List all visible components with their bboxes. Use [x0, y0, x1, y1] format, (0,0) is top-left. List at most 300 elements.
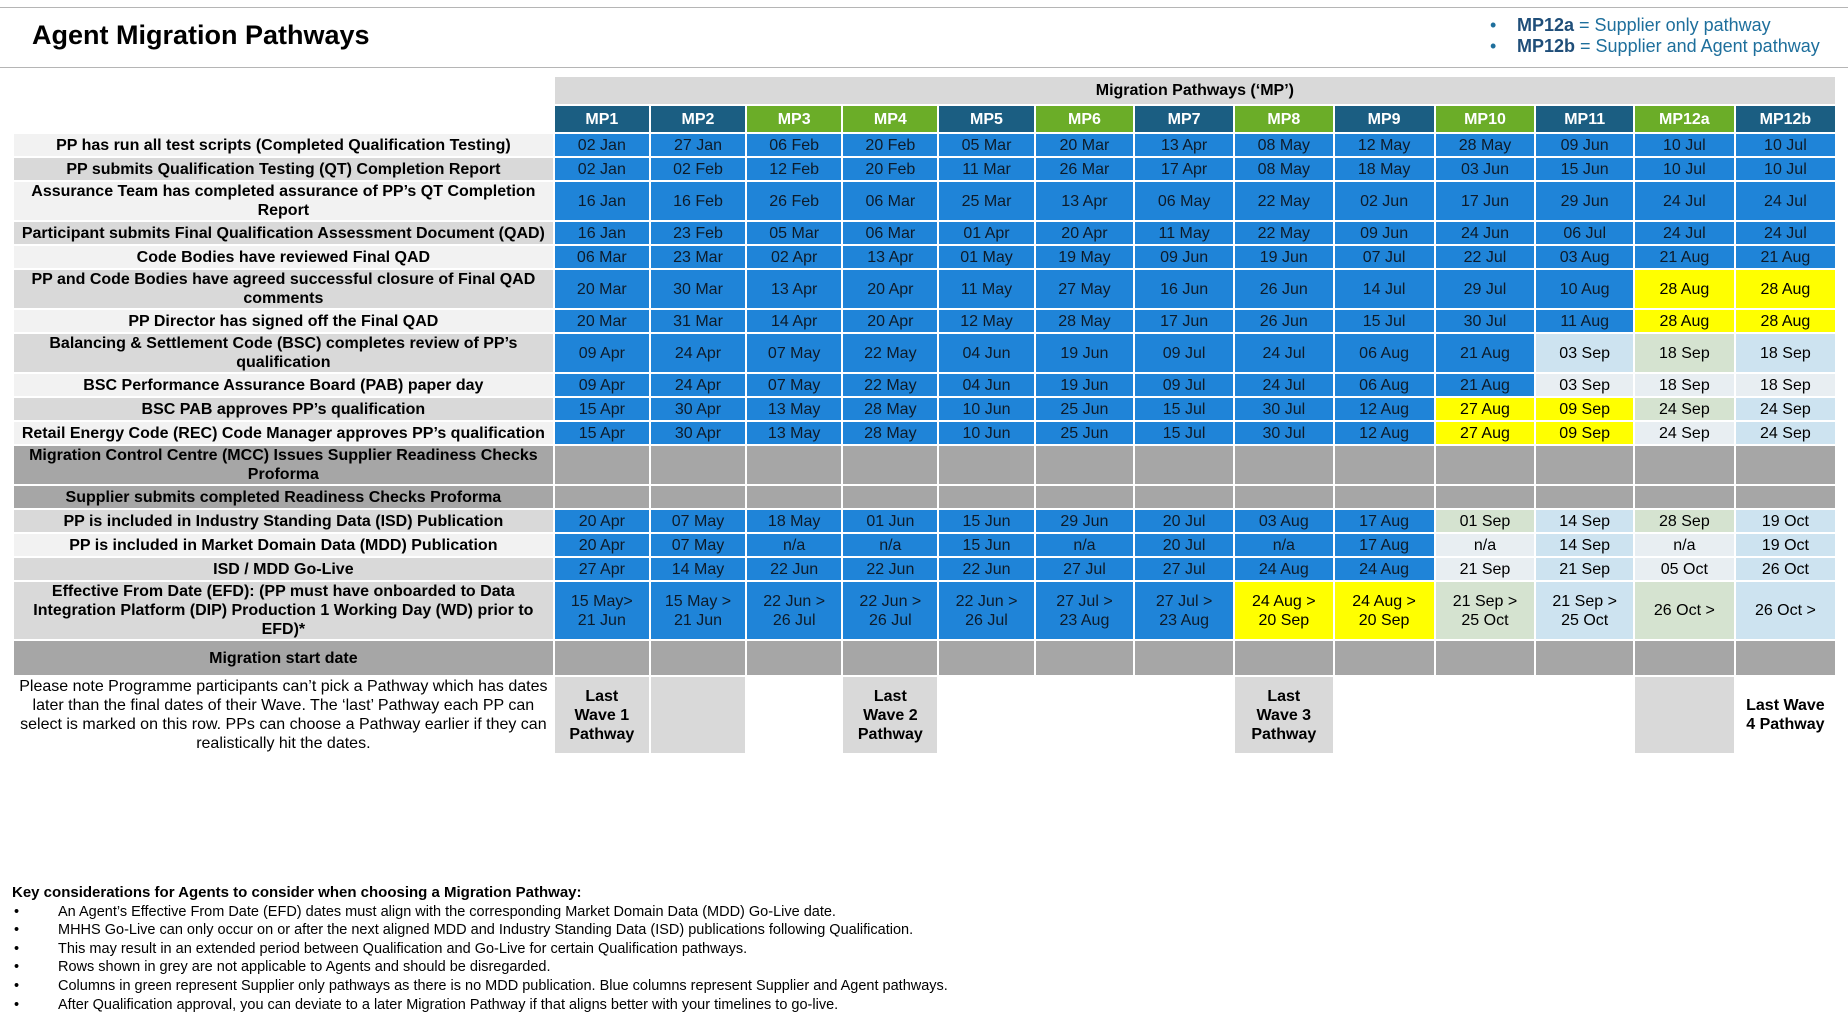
table-cell: 17 Aug	[1334, 533, 1435, 557]
row-label: Migration start date	[13, 640, 554, 676]
table-cell: 19 Jun	[1035, 333, 1135, 373]
row-label: PP is included in Industry Standing Data (ISD) Publication	[13, 509, 554, 533]
cell-line: 26 Oct >	[1653, 602, 1715, 619]
column-header-row	[13, 105, 1836, 133]
table-cell: 20 Mar	[554, 269, 650, 309]
consideration-item	[12, 977, 948, 996]
table-cell	[1134, 445, 1234, 485]
table-cell	[1234, 640, 1334, 676]
row-label: BSC PAB approves PP’s qualification	[13, 397, 554, 421]
table-cell	[1634, 485, 1735, 509]
table-cell: 28 May	[842, 397, 938, 421]
migration-pathways-header: Migration Pathways (‘MP’)	[554, 76, 1836, 105]
table-cell: 09 Jun	[1535, 133, 1634, 157]
table-cell: 11 Aug	[1535, 309, 1634, 333]
column-header-mp4: MP4	[842, 105, 938, 133]
table-row	[13, 309, 1836, 333]
table-cell: 10 Jul	[1735, 157, 1836, 181]
empty-cell	[938, 676, 1234, 754]
table-cell: 01 May	[938, 245, 1034, 269]
table-cell: 13 Apr	[746, 269, 842, 309]
table-cell: 02 Feb	[650, 157, 746, 181]
table-cell: 21 Aug	[1634, 245, 1735, 269]
table-cell: 23 Mar	[650, 245, 746, 269]
table-cell: 15 Jul	[1134, 397, 1234, 421]
table-cell: 05 Mar	[938, 133, 1034, 157]
consideration-item	[12, 996, 948, 1015]
empty-cell	[746, 676, 842, 754]
table-cell	[1634, 581, 1735, 640]
bullet-icon: •	[1490, 15, 1497, 35]
table-cell	[1535, 485, 1634, 509]
table-cell: 24 Jun	[1435, 221, 1536, 245]
table-cell: 11 Mar	[938, 157, 1034, 181]
page-title: Agent Migration Pathways	[32, 20, 370, 50]
cell-line: 21 Jun	[673, 611, 723, 629]
table-cell: 07 May	[650, 509, 746, 533]
column-header-mp10: MP10	[1435, 105, 1536, 133]
table-row	[13, 133, 1836, 157]
table-row	[13, 509, 1836, 533]
table-cell	[554, 445, 650, 485]
table-cell: 24 Sep	[1735, 397, 1836, 421]
cell-line: 15 May>	[570, 592, 633, 610]
table-cell: 26 Feb	[746, 181, 842, 221]
cell-line: 4 Pathway	[1746, 716, 1825, 733]
table-cell	[1535, 581, 1634, 640]
cell-line: Pathway	[569, 725, 635, 743]
migration-pathways-table	[12, 75, 1837, 755]
cell-line: 23 Aug	[1059, 611, 1110, 629]
table-cell: 20 Mar	[554, 309, 650, 333]
table-cell: 09 Apr	[554, 333, 650, 373]
table-row	[13, 181, 1836, 221]
table-cell: 18 Sep	[1634, 333, 1735, 373]
cell-line: 22 Jun >	[955, 592, 1018, 610]
last-pathway-note: Please note Programme participants can’t pick a Pathway which has dates later than the final dates of their Wave. The ‘last’ Pathway each PP can select is marked on this row. PPs can choose a Pathway earlier if they can realistically hit the dates.	[13, 676, 554, 754]
table-row	[13, 421, 1836, 445]
legend-key: MP12b	[1517, 36, 1576, 56]
row-label: PP submits Qualification Testing (QT) Completion Report	[13, 157, 554, 181]
cell-line: 22 Jun >	[763, 592, 826, 610]
table-cell: 05 Mar	[746, 221, 842, 245]
table-cell: 30 Apr	[650, 421, 746, 445]
row-label: Participant submits Final Qualification Assessment Document (QAD)	[13, 221, 554, 245]
table-cell: 27 Jul	[1134, 557, 1234, 581]
cell-line: 25 Oct	[1461, 611, 1509, 629]
table-cell: 24 Sep	[1634, 421, 1735, 445]
table-row	[13, 557, 1836, 581]
table-cell	[842, 581, 938, 640]
table-cell	[1634, 640, 1735, 676]
table-cell	[842, 640, 938, 676]
row-label: Migration Control Centre (MCC) Issues Supplier Readiness Checks Proforma	[13, 445, 554, 485]
table-row	[13, 373, 1836, 397]
table-cell: 14 Jul	[1334, 269, 1435, 309]
table-cell: n/a	[1435, 533, 1536, 557]
table-cell: 09 Jun	[1334, 221, 1435, 245]
table-cell: 12 Aug	[1334, 397, 1435, 421]
consideration-item	[12, 903, 948, 922]
table-cell: n/a	[746, 533, 842, 557]
table-cell	[650, 485, 746, 509]
consideration-item	[12, 940, 948, 959]
table-cell: 28 Sep	[1634, 509, 1735, 533]
consideration-text: MHHS Go-Live can only occur on or after the next aligned MDD and Industry Standing Data (ISD) publications following Qualification.	[58, 922, 914, 939]
legend-item-mp12a	[1487, 15, 1820, 36]
table-cell: 03 Aug	[1234, 509, 1334, 533]
table-cell	[1735, 485, 1836, 509]
table-cell: 14 May	[650, 557, 746, 581]
row-label: PP is included in Market Domain Data (MDD) Publication	[13, 533, 554, 557]
table-cell: 15 Jul	[1334, 309, 1435, 333]
table-cell: 17 Apr	[1134, 157, 1234, 181]
table-cell: 21 Sep	[1435, 557, 1536, 581]
table-cell	[1035, 445, 1135, 485]
table-cell: 26 Mar	[1035, 157, 1135, 181]
table-row	[13, 157, 1836, 181]
table-cell	[650, 640, 746, 676]
table-row	[13, 397, 1836, 421]
table-cell: 03 Jun	[1435, 157, 1536, 181]
table-cell: 06 Aug	[1334, 373, 1435, 397]
table-cell: 29 Jul	[1435, 269, 1536, 309]
table-row	[13, 533, 1836, 557]
cell-line: 15 May >	[664, 592, 732, 610]
column-header-mp5: MP5	[938, 105, 1034, 133]
table-cell: 06 May	[1134, 181, 1234, 221]
table-cell: 22 May	[1234, 181, 1334, 221]
table-cell: 19 Jun	[1035, 373, 1135, 397]
table-cell: 16 Feb	[650, 181, 746, 221]
consideration-text: This may result in an extended period between Qualification and Go-Live for certain Qualification pathways.	[58, 940, 748, 957]
table-cell: 22 Jun	[746, 557, 842, 581]
table-cell: 06 Jul	[1535, 221, 1634, 245]
table-cell: 13 May	[746, 421, 842, 445]
cell-line: 20 Sep	[1358, 611, 1410, 629]
table-cell: 20 Jul	[1134, 509, 1234, 533]
cell-line: Wave 3	[1256, 706, 1312, 724]
column-header-mp1: MP1	[554, 105, 650, 133]
table-cell: 20 Mar	[1035, 133, 1135, 157]
table-cell: 22 May	[1234, 221, 1334, 245]
table-cell: 01 Apr	[938, 221, 1034, 245]
table-cell	[842, 485, 938, 509]
cell-line: Last	[873, 687, 907, 705]
table-cell	[1435, 640, 1536, 676]
table-cell	[554, 640, 650, 676]
table-cell	[1035, 581, 1135, 640]
table-cell	[1035, 485, 1135, 509]
cell-line: 24 Aug >	[1252, 592, 1316, 610]
table-cell: 19 Oct	[1735, 509, 1836, 533]
table-cell: 02 Jun	[1334, 181, 1435, 221]
legend-text: = Supplier and Agent pathway	[1575, 36, 1820, 56]
last-wave4-pathway	[1735, 676, 1836, 754]
column-header-mp3: MP3	[746, 105, 842, 133]
table-cell: 11 May	[1134, 221, 1234, 245]
table-cell: 02 Jan	[554, 157, 650, 181]
table-cell: 20 Apr	[1035, 221, 1135, 245]
table-corner	[13, 76, 554, 105]
table-cell: 22 Jun	[938, 557, 1034, 581]
table-cell: 17 Jun	[1435, 181, 1536, 221]
table-cell: n/a	[1035, 533, 1135, 557]
table-cell: 11 May	[938, 269, 1034, 309]
table-cell	[1334, 581, 1435, 640]
table-cell: 09 Sep	[1535, 421, 1634, 445]
table-cell: 06 Aug	[1334, 333, 1435, 373]
table-cell: 28 May	[1435, 133, 1536, 157]
table-cell: 24 Jul	[1234, 333, 1334, 373]
table-cell: 15 Jun	[938, 509, 1034, 533]
table-cell: 06 Mar	[842, 181, 938, 221]
bullet-icon: •	[14, 977, 20, 994]
column-header-mp7: MP7	[1134, 105, 1234, 133]
table-cell	[1435, 485, 1536, 509]
table-corner	[13, 105, 554, 133]
table-cell: 25 Jun	[1035, 397, 1135, 421]
bullet-icon: •	[14, 922, 20, 939]
table-cell: 01 Sep	[1435, 509, 1536, 533]
cell-line: 26 Oct >	[1754, 602, 1816, 619]
table-cell	[746, 640, 842, 676]
table-cell	[650, 581, 746, 640]
header-divider	[0, 67, 1848, 68]
table-cell: 20 Feb	[842, 157, 938, 181]
table-cell: n/a	[1634, 533, 1735, 557]
table-row	[13, 445, 1836, 485]
table-cell: 24 Jul	[1634, 181, 1735, 221]
table-cell: 06 Feb	[746, 133, 842, 157]
table-cell: 30 Jul	[1435, 309, 1536, 333]
table-cell: 09 Apr	[554, 373, 650, 397]
cell-line: 26 Jul	[772, 611, 816, 629]
cell-line: 21 Sep >	[1452, 592, 1518, 610]
table-row	[13, 581, 1836, 640]
table-cell: 21 Sep	[1535, 557, 1634, 581]
bullet-icon: •	[14, 903, 20, 920]
table-cell: 05 Oct	[1634, 557, 1735, 581]
table-cell: 23 Feb	[650, 221, 746, 245]
table-cell	[746, 485, 842, 509]
table-cell: 10 Jul	[1634, 157, 1735, 181]
table-cell: 27 Aug	[1435, 421, 1536, 445]
table-cell: 17 Jun	[1134, 309, 1234, 333]
table-cell: 19 Oct	[1735, 533, 1836, 557]
row-label: BSC Performance Assurance Board (PAB) paper day	[13, 373, 554, 397]
table-cell: 28 Aug	[1634, 269, 1735, 309]
table-cell: 14 Sep	[1535, 509, 1634, 533]
cell-line: Wave 2	[863, 706, 918, 724]
cell-line: 21 Jun	[577, 611, 626, 629]
table-cell: 14 Sep	[1535, 533, 1634, 557]
row-label: PP Director has signed off the Final QAD	[13, 309, 554, 333]
table-row	[13, 245, 1836, 269]
table-cell	[1435, 581, 1536, 640]
cell-line: 25 Oct	[1561, 611, 1609, 629]
legend-key: MP12a	[1517, 15, 1575, 35]
table-cell	[1535, 640, 1634, 676]
table-cell: 24 Apr	[650, 333, 746, 373]
table-cell	[1234, 445, 1334, 485]
table-cell: 15 Apr	[554, 421, 650, 445]
table-cell: 28 Aug	[1735, 309, 1836, 333]
cell-line: 26 Jul	[868, 611, 912, 629]
table-cell: 22 Jul	[1435, 245, 1536, 269]
last-wave3-pathway	[1234, 676, 1334, 754]
table-cell: 13 Apr	[842, 245, 938, 269]
table-cell: 20 Apr	[554, 533, 650, 557]
table-cell: 07 Jul	[1334, 245, 1435, 269]
table-cell	[1735, 445, 1836, 485]
table-cell: 28 Aug	[1735, 269, 1836, 309]
table-cell: n/a	[842, 533, 938, 557]
row-label: Assurance Team has completed assurance of PP’s QT Completion Report	[13, 181, 554, 221]
table-cell: 18 Sep	[1735, 373, 1836, 397]
table-cell: 20 Feb	[842, 133, 938, 157]
table-cell: 18 May	[1334, 157, 1435, 181]
top-divider	[0, 7, 1848, 8]
legend-text: = Supplier only pathway	[1574, 15, 1771, 35]
table-cell: n/a	[1234, 533, 1334, 557]
cell-line: Last	[1267, 687, 1301, 705]
table-cell	[938, 485, 1034, 509]
table-cell: 16 Jun	[1134, 269, 1234, 309]
row-label: Effective From Date (EFD): (PP must have onboarded to Data Integration Platform (DIP) Production 1 Working Day (WD) prior to EFD)*	[13, 581, 554, 640]
table-row	[13, 640, 1836, 676]
table-cell: 18 May	[746, 509, 842, 533]
consideration-text: Rows shown in grey are not applicable to Agents and should be disregarded.	[58, 959, 551, 976]
table-cell: 26 Jun	[1234, 309, 1334, 333]
last-wave1-pathway	[554, 676, 650, 754]
cell-line: 27 Jul >	[1056, 592, 1113, 610]
table-cell: 16 Jan	[554, 181, 650, 221]
table-cell: 27 Aug	[1435, 397, 1536, 421]
table-cell: 27 Jul	[1035, 557, 1135, 581]
cell-line: 22 Jun >	[859, 592, 922, 610]
table-cell: 30 Jul	[1234, 397, 1334, 421]
table-cell: 12 May	[1334, 133, 1435, 157]
table-cell: 07 May	[746, 373, 842, 397]
consideration-item	[12, 958, 948, 977]
cell-line: 23 Aug	[1159, 611, 1210, 629]
table-cell: 10 Jun	[938, 421, 1034, 445]
table-cell	[554, 485, 650, 509]
row-label: Supplier submits completed Readiness Checks Proforma	[13, 485, 554, 509]
table-cell	[1634, 445, 1735, 485]
table-cell: 10 Jul	[1735, 133, 1836, 157]
table-cell: 20 Jul	[1134, 533, 1234, 557]
table-cell: 09 Jul	[1134, 333, 1234, 373]
table-cell: 24 Apr	[650, 373, 746, 397]
consideration-text: An Agent’s Effective From Date (EFD) dates must align with the corresponding Market Domain Data (MDD) Go-Live date.	[58, 903, 836, 920]
table-cell: 24 Jul	[1634, 221, 1735, 245]
table-cell	[1234, 581, 1334, 640]
table-cell: 12 Aug	[1334, 421, 1435, 445]
bullet-icon: •	[14, 940, 20, 957]
table-cell: 08 May	[1234, 157, 1334, 181]
table-cell	[1735, 581, 1836, 640]
table-cell: 21 Aug	[1735, 245, 1836, 269]
table-cell: 13 Apr	[1134, 133, 1234, 157]
table-cell: 09 Jun	[1134, 245, 1234, 269]
table-row	[13, 333, 1836, 373]
table-cell	[938, 445, 1034, 485]
table-cell: 30 Apr	[650, 397, 746, 421]
table-cell: 13 Apr	[1035, 181, 1135, 221]
empty-cell	[650, 676, 746, 754]
table-cell: 13 May	[746, 397, 842, 421]
empty-cell	[1334, 676, 1634, 754]
table-cell: 24 Jul	[1735, 181, 1836, 221]
table-cell	[1234, 485, 1334, 509]
table-cell: 22 Jun	[842, 557, 938, 581]
table-cell: 26 Oct	[1735, 557, 1836, 581]
table-row	[13, 485, 1836, 509]
table-cell: 02 Apr	[746, 245, 842, 269]
table-cell	[1334, 640, 1435, 676]
table-cell: 30 Jul	[1234, 421, 1334, 445]
table-cell	[938, 640, 1034, 676]
consideration-item	[12, 921, 948, 940]
table-cell	[1134, 581, 1234, 640]
table-cell: 26 Jun	[1234, 269, 1334, 309]
table-row	[13, 221, 1836, 245]
table-cell: 20 Apr	[554, 509, 650, 533]
table-cell: 18 Sep	[1735, 333, 1836, 373]
group-header-row	[13, 76, 1836, 105]
table-cell: 10 Aug	[1535, 269, 1634, 309]
table-cell: 07 May	[650, 533, 746, 557]
table-cell: 22 May	[842, 333, 938, 373]
cell-line: Wave 1	[574, 706, 630, 724]
table-cell	[746, 445, 842, 485]
table-cell: 30 Mar	[650, 269, 746, 309]
table-cell: 21 Aug	[1435, 333, 1536, 373]
bullet-icon: •	[14, 996, 20, 1013]
table-cell: 24 Jul	[1234, 373, 1334, 397]
table-cell	[1134, 640, 1234, 676]
table-cell: 19 Jun	[1234, 245, 1334, 269]
table-cell	[842, 445, 938, 485]
table-cell: 10 Jul	[1634, 133, 1735, 157]
table-cell	[1735, 640, 1836, 676]
table-cell: 12 Feb	[746, 157, 842, 181]
table-cell	[1035, 640, 1135, 676]
table-cell: 28 May	[1035, 309, 1135, 333]
legend-item-mp12b	[1487, 36, 1820, 57]
table-cell: 14 Apr	[746, 309, 842, 333]
table-cell: 25 Jun	[1035, 421, 1135, 445]
table-cell: 01 Jun	[842, 509, 938, 533]
table-cell: 16 Jan	[554, 221, 650, 245]
table-cell: 20 Apr	[842, 269, 938, 309]
table-cell: 15 Apr	[554, 397, 650, 421]
table-cell	[650, 445, 746, 485]
table-row	[13, 269, 1836, 309]
table-cell	[1334, 485, 1435, 509]
table-cell: 28 May	[842, 421, 938, 445]
table-cell: 03 Sep	[1535, 373, 1634, 397]
table-cell	[1334, 445, 1435, 485]
empty-cell	[1634, 676, 1735, 754]
column-header-mp6: MP6	[1035, 105, 1135, 133]
column-header-mp2: MP2	[650, 105, 746, 133]
cell-line: Last	[585, 687, 619, 705]
table-cell	[938, 581, 1034, 640]
table-cell: 07 May	[746, 333, 842, 373]
